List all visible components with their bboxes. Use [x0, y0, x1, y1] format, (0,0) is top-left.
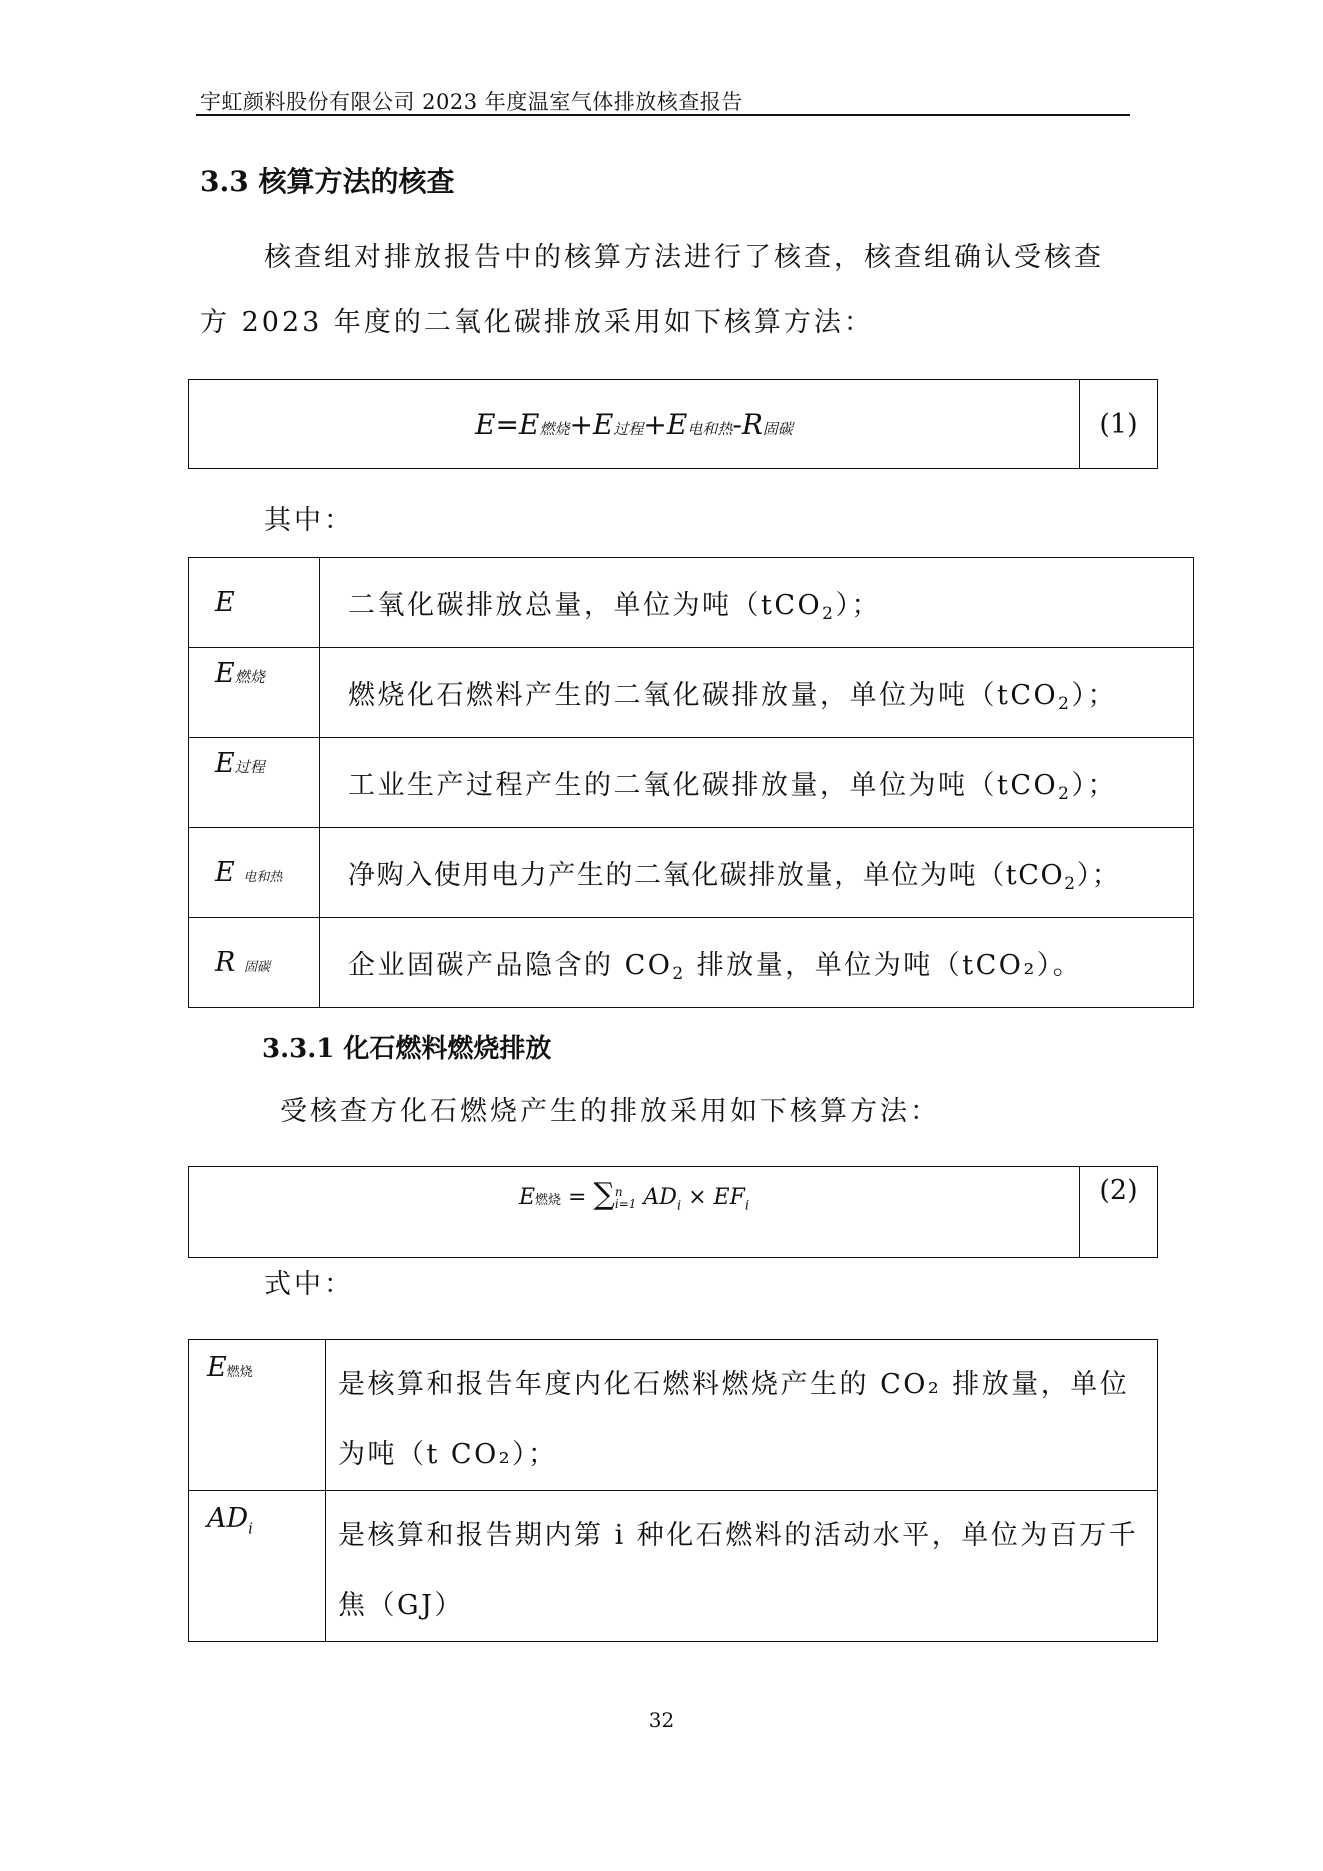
definition-cell: 是核算和报告年度内化石燃料燃烧产生的 CO₂ 排放量，单位 为吨（t CO₂）；	[326, 1340, 1158, 1491]
section-paragraph-line1: 核查组对排放报告中的核算方法进行了核查，核查组确认受核查	[264, 242, 1104, 273]
table-row	[189, 828, 1194, 918]
where-label-2: 式中：	[264, 1269, 354, 1300]
table-row	[189, 1340, 1158, 1491]
symbol-cell: E 电和热	[189, 828, 320, 918]
formula2-box	[188, 1166, 1158, 1258]
definition-cell: 净购入使用电力产生的二氧化碳排放量，单位为吨（tCO2）；	[320, 828, 1194, 918]
symbol-cell: $AD_i$	[189, 1491, 326, 1642]
subsection-paragraph: 受核查方化石燃烧产生的排放采用如下核算方法：	[280, 1096, 940, 1127]
definition-cell: 企业固碳产品隐含的 CO2 排放量，单位为吨（tCO₂）。	[320, 918, 1194, 1008]
header-rule	[196, 114, 1130, 116]
definition-cell: 工业生产过程产生的二氧化碳排放量，单位为吨（tCO2）；	[320, 738, 1194, 828]
formula1-number: (1)	[1080, 380, 1158, 469]
symbol-cell: E过程	[189, 738, 320, 828]
symbol-cell: R 固碳	[189, 918, 320, 1008]
definition-cell: 二氧化碳排放总量，单位为吨（tCO2）；	[320, 558, 1194, 648]
page-number: 32	[648, 1708, 675, 1732]
section-heading: 3.3 核算方法的核查	[200, 165, 455, 198]
formula2-expression: E燃烧 = ∑n i=1 $AD_i \times EF_i$	[189, 1167, 1080, 1258]
table-row	[189, 918, 1194, 1008]
where-label-1: 其中：	[264, 505, 354, 536]
table-row	[189, 1491, 1158, 1642]
formula1-expression: E=E燃烧+E过程+E电和热-R固碳	[189, 380, 1080, 469]
table-row	[189, 738, 1194, 828]
symbol-cell: E燃烧	[189, 1340, 326, 1491]
section-paragraph-line2: 方 2023 年度的二氧化碳排放采用如下核算方法：	[200, 307, 874, 338]
definitions-table-2	[188, 1339, 1158, 1642]
formula2-number: (2)	[1080, 1167, 1158, 1258]
definition-cell: 燃烧化石燃料产生的二氧化碳排放量，单位为吨（tCO2）；	[320, 648, 1194, 738]
symbol-cell: E燃烧	[189, 648, 320, 738]
page-header: 宇虹颜料股份有限公司 2023 年度温室气体排放核查报告	[200, 90, 743, 114]
table-row	[189, 648, 1194, 738]
symbol-cell: E	[189, 558, 320, 648]
definition-cell: 是核算和报告期内第 i 种化石燃料的活动水平，单位为百万千 焦（GJ）	[326, 1491, 1158, 1642]
table-row	[189, 558, 1194, 648]
subsection-heading: 3.3.1 化石燃料燃烧排放	[262, 1034, 552, 1064]
formula1-box	[188, 379, 1158, 469]
definitions-table-1	[188, 557, 1194, 1008]
